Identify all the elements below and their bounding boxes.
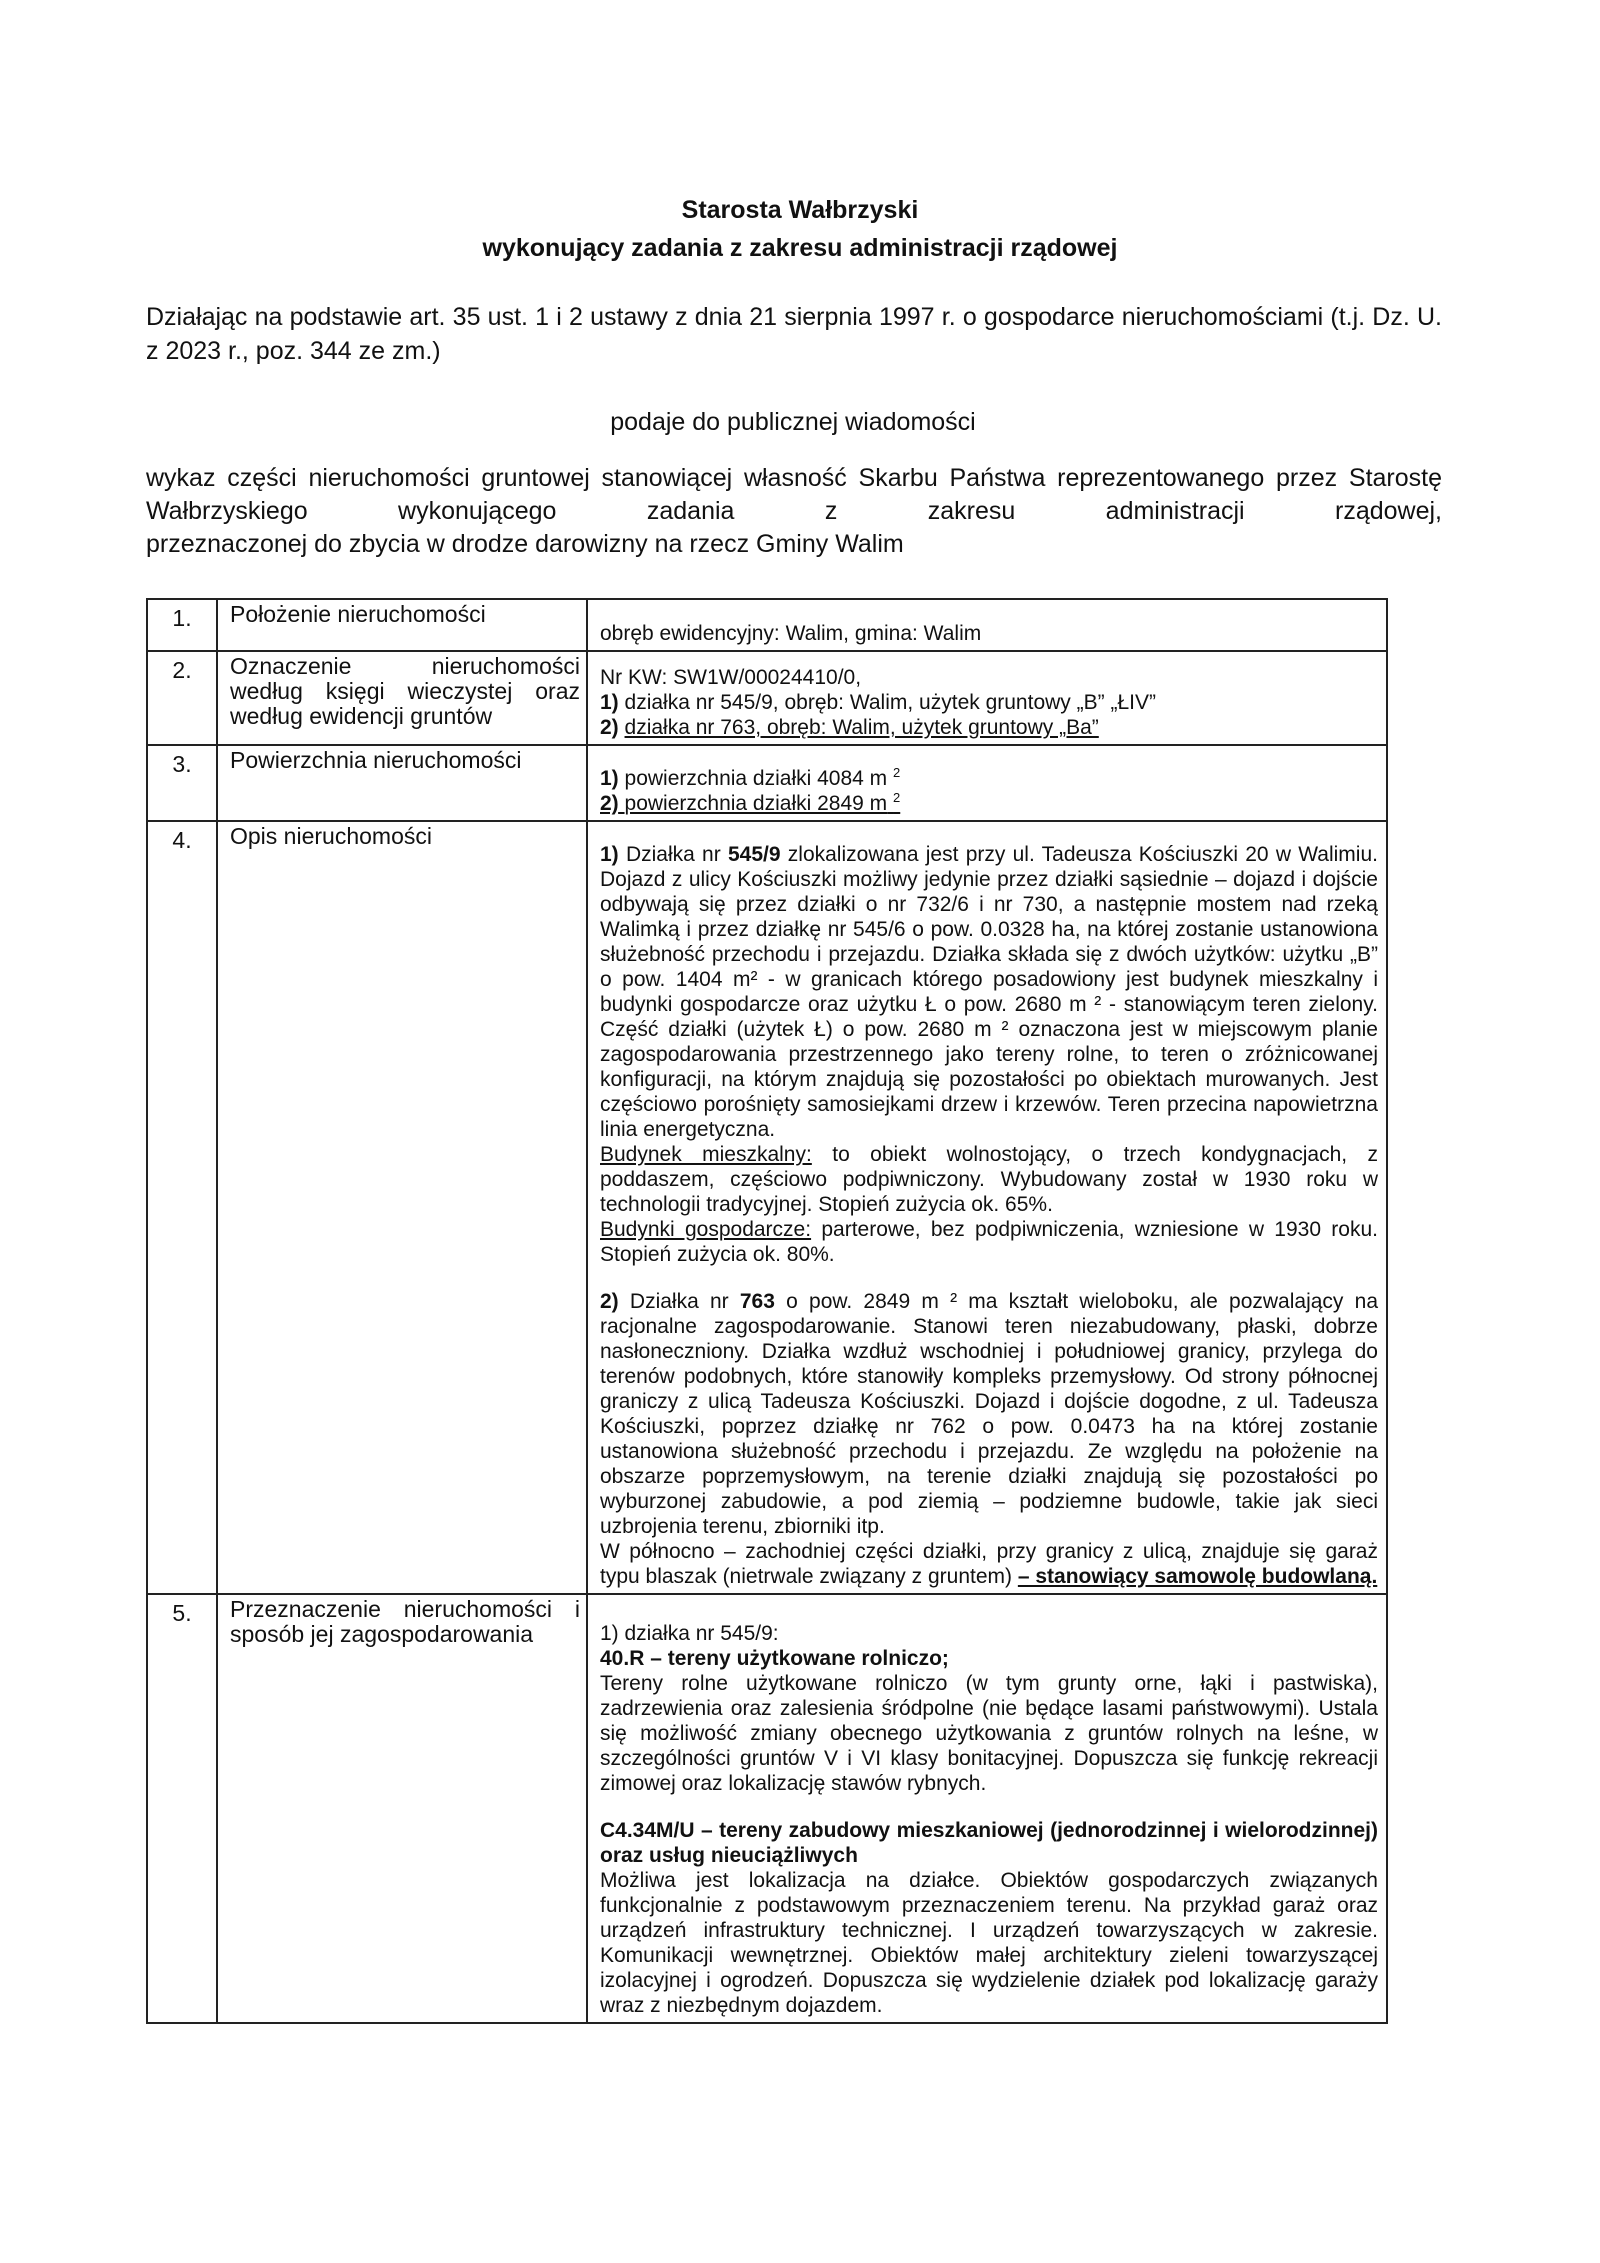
zoning-code-1: 40.R – tereny użytkowane rolniczo;	[600, 1647, 949, 1670]
legal-basis-paragraph: Działając na podstawie art. 35 ust. 1 i 2 ustawy z dnia 21 sierpnia 1997 r. o gospodarce nieruchomościami (t.j. Dz. U. z 2023 r., poz. 344 ze zm.)	[146, 303, 1442, 365]
row-value	[587, 599, 1387, 651]
row-label: Przeznaczenie nieruchomości i sposób jej zagospodarowania	[217, 1594, 587, 2023]
property-table	[146, 598, 1388, 2024]
row-number: 4.	[147, 821, 217, 1594]
row-number: 3.	[147, 745, 217, 821]
row-number: 1.	[147, 599, 217, 651]
plot-entry-2: 2) działka nr 763, obręb: Walim, użytek gruntowy „Ba”	[600, 716, 1099, 739]
description-plot-1: 1) Działka nr 545/9 zlokalizowana jest przy ul. Tadeusza Kościuszki 20 w Walimiu. Dojazd z ulicy Kościuszki możliwy jedynie przez działki sąsiednie – dojazd i dojście odbywają się przez działki o nr 732/6 i nr 730, a następnie mostem nad rzeką Walimką i przez działkę nr 545/6 o pow. 0.0328 ha, na której zostanie ustanowiona służebność przechodu i przejazdu. Działka składa się z dwóch użytków: użytku „B” o pow. 1404 m² - w granicach którego posadowiony jest budynek mieszkalny i budynki gospodarcze oraz użytku Ł o pow. 2680 m ² - stanowiącym teren zielony. Część działki (użytek Ł) o pow. 2680 m ² oznaczona jest w miejscowym planie zagospodarowania przestrzennego jako tereny rolne, to teren o zróżnicowanej konfiguracji, na którym znajdują się pozostałości po obiektach murowanych. Jest częściowo porośnięty samosiejkami drzew i krzewów. Teren przecina napowietrzna linia energetyczna.	[600, 843, 1378, 1141]
zoning-code-2: C4.34M/U – tereny zabudowy mieszkaniowej (jednorodzinnej i wielorodzinnej) oraz usług nieuciążliwych	[600, 1819, 1378, 1867]
garage-note: W północno – zachodniej części działki, przy granicy z ulicą, znajduje się garaż typu blaszak (nietrwale związany z gruntem) – stanowiący samowolę budowlaną.	[600, 1540, 1378, 1588]
area-entry-1: 1) powierzchnia działki 4084 m $^2$	[600, 765, 901, 790]
area-entry-2: 2) powierzchnia działki 2849 m $^2$	[600, 790, 901, 815]
description-line-1: wykaz części nieruchomości gruntowej stanowiącej własność Skarbu Państwa reprezentowanego przez Starostę Wałbrzyskiego wykonującego zadania z zakresu administracji rządowej,	[146, 464, 1442, 525]
land-register-number: Nr KW: SW1W/00024410/0,	[600, 666, 862, 689]
row-number: 5.	[147, 1594, 217, 2023]
notice-line: podaje do publicznej wiadomości	[610, 408, 976, 436]
document-subtitle: wykonujący zadania z zakresu administracji rządowej	[482, 234, 1118, 262]
row-value	[587, 651, 1387, 745]
table-row	[147, 821, 1387, 1594]
zoning-plot-heading: 1) działka nr 545/9:	[600, 1622, 779, 1645]
plot-entry-1: 1) działka nr 545/9, obręb: Walim, użytek gruntowy „B” „ŁIV”	[600, 691, 1156, 714]
farm-buildings: Budynki gospodarcze: parterowe, bez podpiwniczenia, wzniesione w 1930 roku. Stopień zużycia ok. 80%.	[600, 1218, 1378, 1266]
location-value: obręb ewidencyjny: Walim, gmina: Walim	[600, 622, 982, 645]
row-label: Powierzchnia nieruchomości	[217, 745, 587, 821]
row-label: Położenie nieruchomości	[217, 599, 587, 651]
description-plot-2: 2) Działka nr 763 o pow. 2849 m ² ma kształt wieloboku, ale pozwalający na racjonalne zagospodarowanie. Stanowi teren niezabudowany, płaski, dobrze nasłoneczniony. Działka wzdłuż wschodniej i południowej granicy, przylega do terenów podobnych, które stanowiły kompleks przemysłowy. Od strony północnej graniczy z ulicą Tadeusza Kościuszki. Dojazd i dojście dogodne, z ul. Tadeusza Kościuszki, poprzez działkę nr 762 o pow. 0.0473 ha na której zostanie ustanowiona służebność przechodu i przejazdu. Ze względu na położenie na obszarze poprzemysłowym, na terenie działki znajdują się pozostałości po wyburzonej zabudowie, a pod ziemią – podziemne budowle, takie jak sieci uzbrojenia terenu, zbiorniki itp.	[600, 1290, 1378, 1538]
description-paragraph	[146, 462, 1442, 561]
row-value	[587, 821, 1387, 1594]
table-row	[147, 651, 1387, 745]
table-row	[147, 745, 1387, 821]
table-row	[147, 1594, 1387, 2023]
residential-building: Budynek mieszkalny: to obiekt wolnostojący, o trzech kondygnacjach, z poddaszem, częściowo podpiwniczony. Wybudowany został w 1930 roku w technologii tradycyjnej. Stopień zużycia ok. 65%.	[600, 1143, 1378, 1216]
table-row	[147, 599, 1387, 651]
zoning-text-1: Tereny rolne użytkowane rolniczo (w tym grunty orne, łąki i pastwiska), zadrzewienia oraz zalesienia śródpolne (nie będące lasami państwowymi). Ustala się możliwość zmiany obecnego użytkowania z gruntów rolnych na leśne, w szczególności gruntów V i VI klasy bonitacyjnej. Dopuszcza się funkcję rekreacji zimowej oraz lokalizację stawów rybnych.	[600, 1672, 1378, 1795]
zoning-text-2: Możliwa jest lokalizacja na działce. Obiektów gospodarczych związanych funkcjonalnie z podstawowym przeznaczeniem terenu. Na przykład garaż oraz urządzeń infrastruktury technicznej. I urządzeń towarzyszących w zakresie. Komunikacji wewnętrznej. Obiektów małej architektury zieleni towarzyszącej izolacyjnej i ogrodzeń. Dopuszcza się wydzielenie działek pod lokalizację garaży wraz z niezbędnym dojazdem.	[600, 1869, 1378, 2017]
document-title: Starosta Wałbrzyski	[681, 196, 919, 224]
description-line-2: przeznaczonej do zbycia w drodze darowizny na rzecz Gminy Walim	[146, 530, 904, 558]
row-number: 2.	[147, 651, 217, 745]
row-label: Opis nieruchomości	[217, 821, 587, 1594]
row-value	[587, 745, 1387, 821]
row-label: Oznaczenie nieruchomości według księgi wieczystej oraz według ewidencji gruntów	[217, 651, 587, 745]
row-value	[587, 1594, 1387, 2023]
